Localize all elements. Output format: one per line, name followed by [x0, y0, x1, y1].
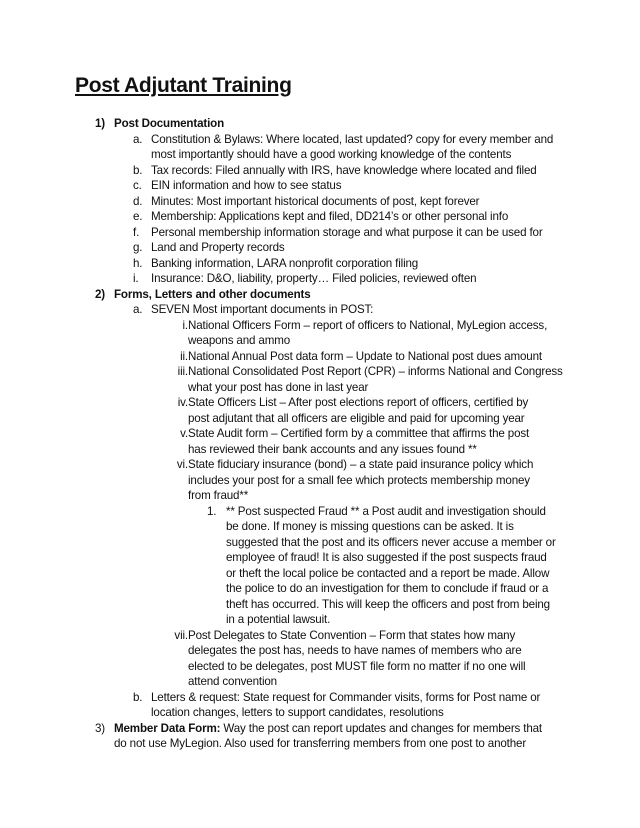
item-text: National Officers Form – report of officers to National, MyLegion access, [188, 318, 548, 332]
list-label: b. [133, 690, 143, 704]
item-text: has reviewed their bank accounts and any issues found ** [188, 442, 477, 456]
item-text: elected to be delegates, post MUST file form no matter if no one will [188, 659, 526, 673]
list-label: vi. [176, 458, 188, 471]
list-item [0, 504, 640, 520]
list-label: g. [133, 241, 143, 254]
list-item-continued [0, 535, 640, 551]
item-text: from fraud** [188, 489, 249, 502]
list-label: e. [133, 210, 143, 223]
list-label: a. [133, 303, 143, 316]
page-title: Post Adjutant Training [75, 74, 292, 97]
item-text: weapons and ammo [188, 334, 291, 347]
item-text: in a potential lawsuit. [226, 613, 331, 626]
list-label: f. [133, 225, 140, 239]
list-item-continued [0, 566, 640, 582]
list-label: a. [133, 132, 143, 146]
item-text: most importantly should have a good working knowledge of the contents [151, 148, 512, 161]
list-label: iv. [177, 396, 188, 409]
item-text: SEVEN Most important documents in POST: [151, 303, 374, 316]
section-item [0, 721, 640, 737]
list-item [0, 690, 640, 706]
item-text: be done. If money is missing questions can be asked. It is [226, 520, 514, 533]
list-item [0, 178, 640, 194]
list-item-continued [0, 333, 640, 349]
list-label: i. [182, 318, 188, 332]
list-item-continued [0, 705, 640, 721]
list-item [0, 457, 640, 473]
section-heading [0, 116, 640, 132]
list-item [0, 364, 640, 380]
item-text: Minutes: Most important historical documents of post, kept forever [151, 194, 480, 208]
list-item-continued [0, 550, 640, 566]
list-label: iii. [177, 365, 188, 378]
item-text: National Annual Post data form – Update to National post dues amount [188, 349, 542, 363]
list-item [0, 302, 640, 318]
section-title: Forms, Letters and other documents [114, 287, 311, 301]
item-text: or theft the local police be contacted and a report be made. Allow [226, 566, 550, 580]
list-item [0, 271, 640, 287]
section-title: Member Data Form: [114, 721, 221, 735]
item-text: Banking information, LARA nonprofit corporation filing [151, 256, 419, 270]
section-item-continued [0, 736, 640, 752]
list-item [0, 132, 640, 148]
list-number: 2) [95, 287, 106, 301]
item-text: location changes, letters to support candidates, resolutions [151, 706, 444, 719]
list-item [0, 349, 640, 365]
item-text: ** Post suspected Fraud ** a Post audit and investigation should [226, 504, 546, 518]
list-item-continued [0, 380, 640, 396]
list-item-continued [0, 519, 640, 535]
list-label: ii. [180, 349, 188, 363]
list-item [0, 240, 640, 256]
item-text: Post Delegates to State Convention – Form that states how many [188, 628, 516, 642]
item-text: State Officers List – After post elections report of officers, certified by [188, 396, 529, 409]
item-text: the police to do an investigation for them to conclude if fraud or a [226, 582, 549, 595]
item-text: attend convention [188, 675, 277, 688]
item-text: includes your post for a small fee which protects membership money [188, 473, 530, 487]
section-title: Post Documentation [114, 117, 225, 130]
list-label: d. [133, 194, 143, 208]
list-number: 1) [95, 117, 106, 130]
item-text: Membership: Applications kept and filed, DD214’s or other personal info [151, 210, 509, 223]
item-text: State Audit form – Certified form by a committee that affirms the post [188, 427, 530, 440]
item-text: Personal membership information storage and what purpose it can be used for [151, 225, 543, 239]
item-text: theft has occurred. This will keep the officers and post from being [226, 597, 550, 611]
item-text: post adjutant that all officers are eligible and paid for upcoming year [188, 411, 525, 425]
list-label: 1. [207, 504, 217, 518]
list-item-continued [0, 147, 640, 163]
list-item [0, 318, 640, 334]
list-item [0, 256, 640, 272]
list-label: vii. [174, 628, 188, 642]
list-item-continued [0, 581, 640, 597]
list-item [0, 225, 640, 241]
list-item [0, 628, 640, 644]
list-label: c. [133, 179, 142, 192]
item-text: Constitution & Bylaws: Where located, last updated? copy for every member and [151, 132, 554, 146]
list-item-continued [0, 597, 640, 613]
list-label: b. [133, 163, 143, 177]
list-number: 3) [95, 721, 106, 735]
list-item [0, 209, 640, 225]
item-text: State fiduciary insurance (bond) – a state paid insurance policy which [188, 458, 534, 471]
item-text: suggested that the post and its officers never accuse a member or [226, 535, 556, 549]
list-item-continued [0, 674, 640, 690]
list-label: h. [133, 256, 143, 270]
item-text: Letters & request: State request for Commander visits, forms for Post name or [151, 690, 541, 704]
item-text: what your post has done in last year [188, 380, 369, 394]
item-text: Land and Property records [151, 241, 285, 254]
list-item-continued [0, 488, 640, 504]
list-item-continued [0, 442, 640, 458]
list-label: v. [180, 427, 188, 440]
list-item-continued [0, 411, 640, 427]
document-body [0, 116, 640, 752]
list-item [0, 194, 640, 210]
item-text: National Consolidated Post Report (CPR) – informs National and Congress [188, 365, 563, 378]
list-item [0, 426, 640, 442]
list-item-continued [0, 473, 640, 489]
list-item-continued [0, 643, 640, 659]
list-item [0, 395, 640, 411]
item-text: Way the post can report updates and changes for members that [220, 721, 542, 735]
item-text: employee of fraud! It is also suggested if the post suspects fraud [226, 551, 547, 564]
list-label: i. [133, 272, 139, 285]
item-text: Insurance: D&O, liability, property… Filed policies, reviewed often [151, 272, 477, 285]
list-item-continued [0, 659, 640, 675]
item-text: EIN information and how to see status [151, 179, 342, 192]
section-heading [0, 287, 640, 303]
item-text: do not use MyLegion. Also used for transferring members from one post to another [114, 737, 527, 750]
section-text [114, 721, 640, 737]
list-item-continued [0, 612, 640, 628]
list-item [0, 163, 640, 179]
item-text: Tax records: Filed annually with IRS, have knowledge where located and filed [151, 163, 537, 177]
item-text: delegates the post has, needs to have names of members who are [188, 644, 522, 657]
